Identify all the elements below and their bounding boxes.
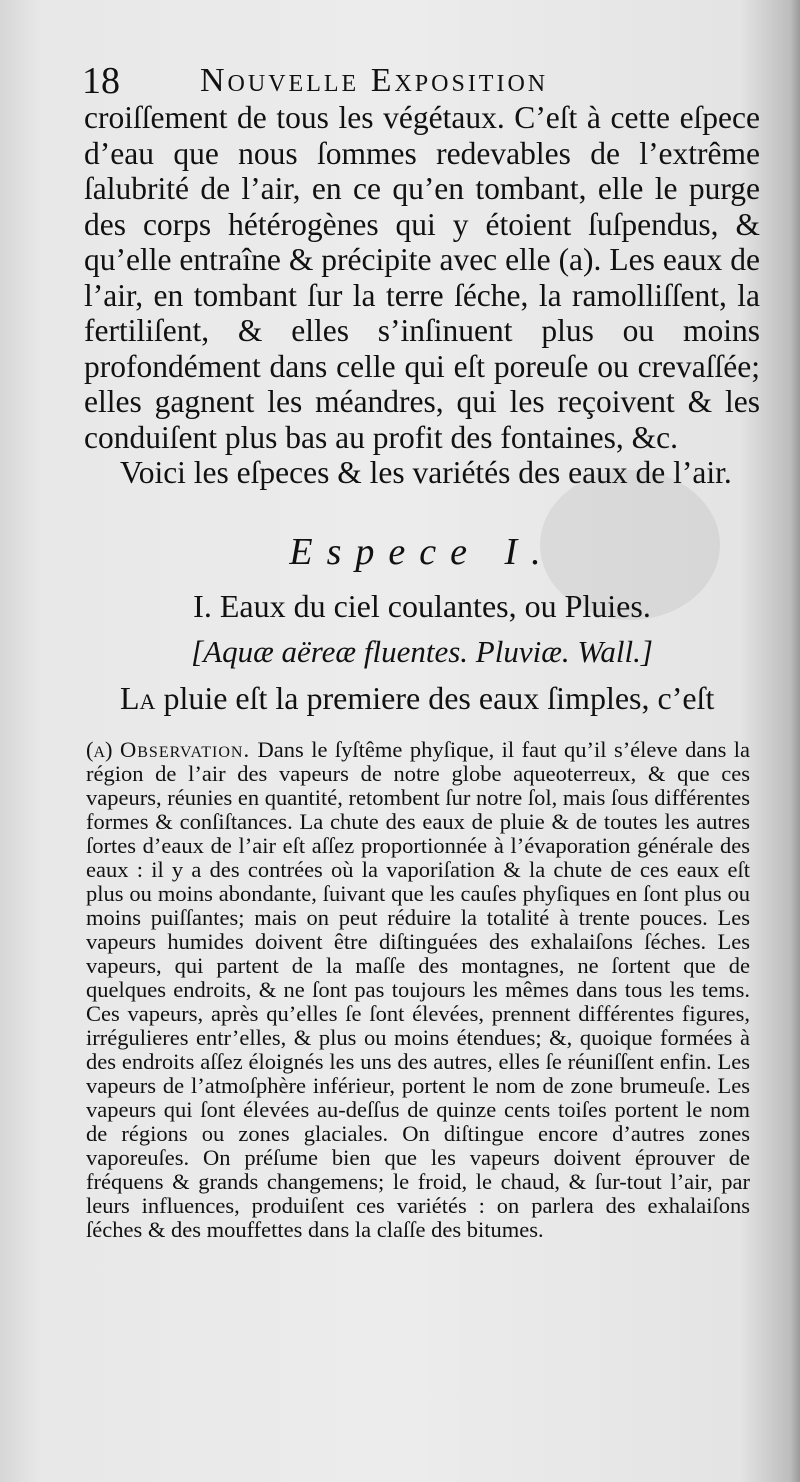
species-heading: Espece I. bbox=[289, 531, 555, 573]
variety-title: I. Eaux du ciel coulantes, ou Pluies. bbox=[193, 588, 651, 624]
running-title: Nouvelle Exposition bbox=[200, 62, 549, 99]
section-text: pluie eſt la premiere des eaux ſimples, c’eſt bbox=[163, 680, 715, 716]
variety-latin-name: [Aquæ aëreæ fluentes. Pluviæ. Wall.] bbox=[191, 634, 653, 669]
footnote-marker: (a) bbox=[86, 737, 113, 762]
lead-word: La bbox=[120, 680, 156, 716]
footnote-label: Observation. bbox=[120, 737, 251, 762]
paragraph: Voici les eſpeces & les variétés des eaux de l’air. bbox=[120, 455, 732, 490]
main-text bbox=[84, 100, 760, 491]
footnote bbox=[86, 738, 750, 1242]
page-number: 18 bbox=[82, 60, 120, 102]
section-paragraph bbox=[84, 678, 760, 718]
page-header bbox=[82, 58, 702, 104]
paragraph: croiſſement de tous les végétaux. C’eſt à cette eſpece d’eau que nous ſommes redevables de l’extrême ſalubrité de l’air, en ce qu’en tombant, elle le purge des corps hétérogènes qui y étoient ſuſpendus, & qu’elle entraîne & précipite avec elle (a). Les eaux de l’air, en tombant ſur la terre ſéche, la ramolliſſent, la fertiliſent, & elles s’inſinuent plus ou moins profondément dans celle qui eſt poreuſe ou crevaſſée; elles gagnent les méandres, qui les reçoivent & les conduiſent plus bas au profit des fontaines, &c. bbox=[84, 100, 760, 455]
footnote-text: Dans le ſyſtême phyſique, il faut qu’il s’éleve dans la région de l’air des vapeurs de notre globe aqueoterreux, & que ces vapeurs, réunies en quantité, retombent ſur notre ſol, mais ſous différentes formes & conſiſtances. La chute des eaux de pluie & de toutes les autres ſortes d’eaux de l’air eſt aſſez proportionnée à l’évaporation générale des eaux : il y a des contrées où la vaporiſation & la chute de ces eaux eſt plus ou moins abondante, ſuivant que les cauſes phyſiques en ſont plus ou moins puiſſantes; mais on peut réduire la totalité à trente pouces. Les vapeurs humides doivent être diſtinguées des exhalaiſons ſéches. Les vapeurs, qui partent de la maſſe des montagnes, ne ſortent que de quelques endroits, & ne ſont pas toujours les mêmes dans tous les tems. Ces vapeurs, après qu’elles ſe ſont élevées, prennent différentes figures, irrégulieres entr’elles, & plus ou moins étendues; &, quoique formées à des endroits aſſez éloignés les uns des autres, elles ſe réuniſſent enfin. Les vapeurs de l’atmoſphère inférieur, portent le nom de zone brumeuſe. Les vapeurs qui ſont élevées au-deſſus de quinze cents toiſes portent le nom de régions ou zones glaciales. On diſtingue encore d’autres zones vaporeuſes. On préſume bien que les vapeurs doivent éprouver de fréquens & grands changemens; le froid, le chaud, & ſur-tout l’air, par leurs influences, produiſent ces variétés : on parlera des exhalaiſons ſéches & des mouffettes dans la claſſe des bitumes. bbox=[86, 737, 751, 1242]
